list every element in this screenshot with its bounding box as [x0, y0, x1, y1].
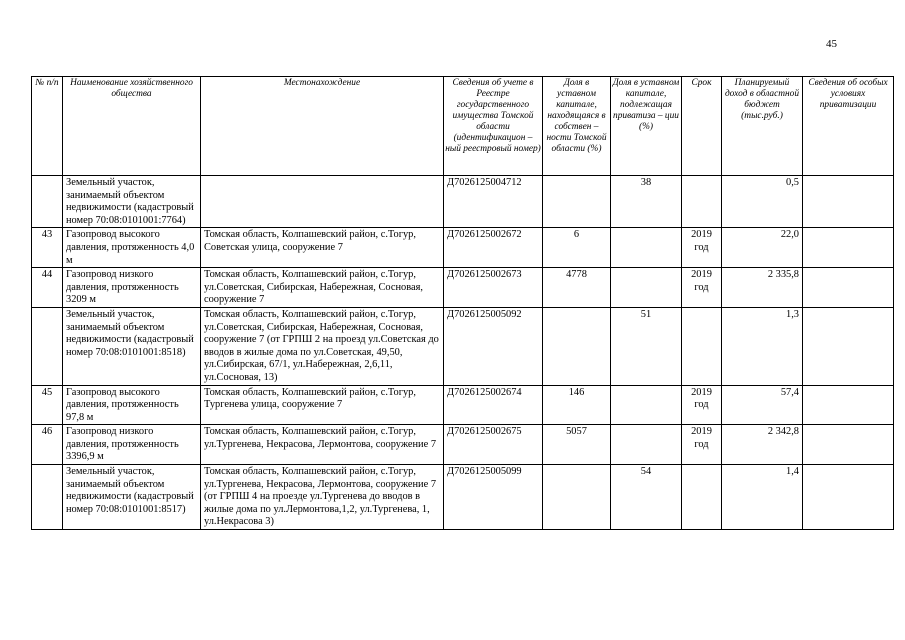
- cell-name: Газопровод высокого давления, протяженность 4,0 м: [63, 228, 201, 268]
- cell-location: [201, 176, 444, 228]
- cell-share-privatization: [611, 268, 682, 308]
- cell-term: 2019 год: [682, 425, 722, 465]
- cell-term: [682, 176, 722, 228]
- cell-num: 44: [32, 268, 63, 308]
- cell-income: 0,5: [722, 176, 803, 228]
- cell-name: Газопровод высокого давления, протяженность 97,8 м: [63, 385, 201, 425]
- cell-num: 46: [32, 425, 63, 465]
- cell-conditions: [803, 425, 894, 465]
- cell-income: 1,4: [722, 465, 803, 530]
- cell-income: 1,3: [722, 307, 803, 385]
- cell-term: [682, 307, 722, 385]
- cell-income: 2 342,8: [722, 425, 803, 465]
- cell-share-privatization: [611, 425, 682, 465]
- cell-registry: Д7026125005099: [444, 465, 543, 530]
- cell-conditions: [803, 385, 894, 425]
- cell-conditions: [803, 307, 894, 385]
- cell-conditions: [803, 176, 894, 228]
- header-conditions: Сведения об особых условиях приватизации: [803, 77, 894, 176]
- cell-num: 43: [32, 228, 63, 268]
- cell-registry: Д7026125002673: [444, 268, 543, 308]
- table-row: [32, 307, 894, 385]
- header-share-owned: Доля в уставном капитале, находящаяся в собствен – ности Томской области (%): [543, 77, 611, 176]
- cell-location: Томская область, Колпашевский район, с.Тогур, ул.Тургенева, Некрасова, Лермонтова, сооружение 7: [201, 425, 444, 465]
- cell-name: Земельный участок, занимаемый объектом недвижимости (кадастровый номер 70:08:0101001:7764): [63, 176, 201, 228]
- cell-registry: Д7026125005092: [444, 307, 543, 385]
- cell-registry: Д7026125004712: [444, 176, 543, 228]
- table-row: [32, 385, 894, 425]
- cell-num: [32, 307, 63, 385]
- table-row: [32, 425, 894, 465]
- cell-location: Томская область, Колпашевский район, с.Тогур, ул.Тургенева, Некрасова, Лермонтова, сооружение 7 (от ГРПШ 4 на проезде ул.Тургенева до вводов в жилые дома по ул.Лермонтова,1,2, ул.Тургенева, 1, ул.Некрасова 3): [201, 465, 444, 530]
- table-row: [32, 268, 894, 308]
- cell-share-owned: [543, 176, 611, 228]
- cell-location: Томская область, Колпашевский район, с.Тогур, Тургенева улица, сооружение 7: [201, 385, 444, 425]
- cell-registry: Д7026125002675: [444, 425, 543, 465]
- cell-name: Земельный участок, занимаемый объектом недвижимости (кадастровый номер 70:08:0101001:8518): [63, 307, 201, 385]
- cell-num: 45: [32, 385, 63, 425]
- cell-share-owned: 146: [543, 385, 611, 425]
- cell-share-owned: 5057: [543, 425, 611, 465]
- cell-share-privatization: [611, 228, 682, 268]
- table-row: [32, 176, 894, 228]
- cell-location: Томская область, Колпашевский район, с.Тогур, Советская улица, сооружение 7: [201, 228, 444, 268]
- table-row: [32, 465, 894, 530]
- cell-term: [682, 465, 722, 530]
- cell-term: 2019 год: [682, 228, 722, 268]
- header-income: Планируемый доход в областной бюджет (тыс.руб.): [722, 77, 803, 176]
- cell-share-owned: 6: [543, 228, 611, 268]
- cell-name: Газопровод низкого давления, протяженность 3209 м: [63, 268, 201, 308]
- page-number: 45: [826, 38, 837, 50]
- cell-term: 2019 год: [682, 268, 722, 308]
- table-row: [32, 228, 894, 268]
- cell-share-owned: [543, 465, 611, 530]
- cell-location: Томская область, Колпашевский район, с.Тогур, ул.Советская, Сибирская, Набережная, Сосновая, сооружение 7: [201, 268, 444, 308]
- cell-share-privatization: 38: [611, 176, 682, 228]
- header-location: Местонахождение: [201, 77, 444, 176]
- header-share-privatization: Доля в уставном капитале, подлежащая приватиза – ции (%): [611, 77, 682, 176]
- cell-share-owned: [543, 307, 611, 385]
- cell-location: Томская область, Колпашевский район, с.Тогур, ул.Советская, Сибирская, Набережная, Сосновая, сооружение 7 (от ГРПШ 2 на проезд ул.Советская до вводов в жилые дома по ул.Советская, 49,50, ул.Сибирская, 67/1, ул.Набережная, 2,6,11, ул.Сосновая, 13): [201, 307, 444, 385]
- header-term: Срок: [682, 77, 722, 176]
- cell-income: 57,4: [722, 385, 803, 425]
- cell-share-privatization: 54: [611, 465, 682, 530]
- cell-share-owned: 4778: [543, 268, 611, 308]
- table-header-row: [32, 77, 894, 176]
- cell-conditions: [803, 228, 894, 268]
- cell-num: [32, 176, 63, 228]
- cell-share-privatization: 51: [611, 307, 682, 385]
- privatization-table: [31, 76, 894, 530]
- cell-conditions: [803, 465, 894, 530]
- cell-income: 2 335,8: [722, 268, 803, 308]
- header-num: № п/п: [32, 77, 63, 176]
- cell-name: Земельный участок, занимаемый объектом недвижимости (кадастровый номер 70:08:0101001:8517): [63, 465, 201, 530]
- header-registry: Сведения об учете в Реестре государственного имущества Томской области (идентификацион – ный реестровый номер): [444, 77, 543, 176]
- cell-share-privatization: [611, 385, 682, 425]
- cell-registry: Д7026125002674: [444, 385, 543, 425]
- cell-income: 22,0: [722, 228, 803, 268]
- header-name: Наименование хозяйственного общества: [63, 77, 201, 176]
- cell-name: Газопровод низкого давления, протяженность 3396,9 м: [63, 425, 201, 465]
- cell-conditions: [803, 268, 894, 308]
- cell-registry: Д7026125002672: [444, 228, 543, 268]
- table-body: [32, 176, 894, 530]
- cell-num: [32, 465, 63, 530]
- cell-term: 2019 год: [682, 385, 722, 425]
